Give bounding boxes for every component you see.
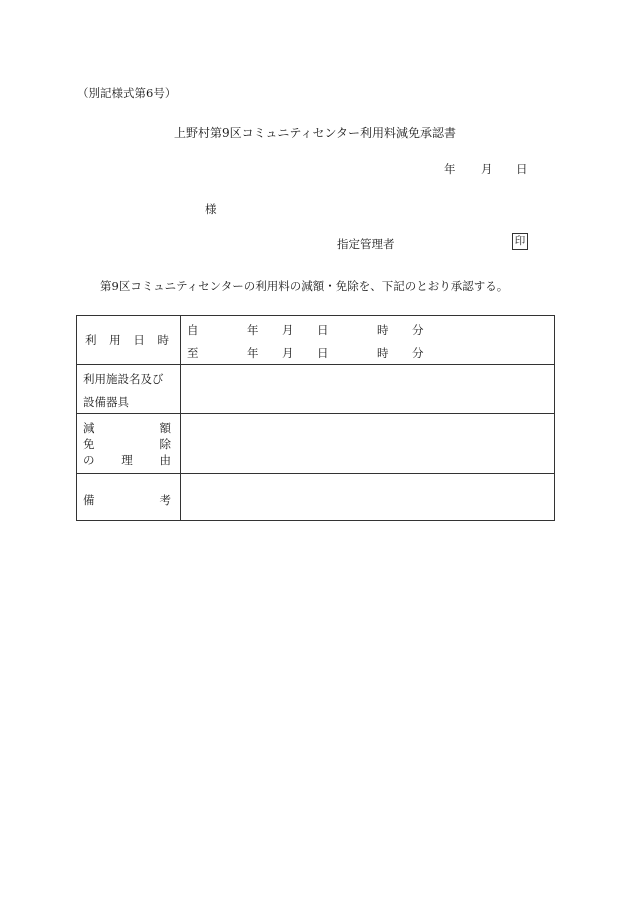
label-char: 備 <box>83 493 95 507</box>
label-char: 理 <box>121 453 133 467</box>
label-char: 考 <box>159 493 171 507</box>
label-char: 用 <box>109 333 121 347</box>
row-divider <box>77 413 554 414</box>
seal-mark: 印 <box>512 233 528 250</box>
facility-label-line1: 利用施設名及び <box>83 372 164 386</box>
reason-label-line2 <box>83 436 171 452</box>
date-month-label: 月 <box>481 162 493 176</box>
label-char: 減 <box>83 421 95 435</box>
to-minute: 分 <box>412 346 424 360</box>
label-char: 日 <box>133 333 145 347</box>
date-day-label: 日 <box>516 162 528 176</box>
form-number: （別記様式第6号） <box>77 86 177 100</box>
from-label: 自 <box>187 323 199 337</box>
intro-text: 第9区コミュニティセンターの利用料の減額・免除を、下記のとおり承認する。 <box>100 279 509 293</box>
approval-table <box>76 315 555 521</box>
label-char: 由 <box>159 453 171 467</box>
reason-label-line1 <box>83 420 171 436</box>
usage-datetime-label <box>85 332 169 348</box>
label-char: 免 <box>83 437 95 451</box>
from-minute: 分 <box>412 323 424 337</box>
document-title: 上野村第9区コミュニティセンター利用料減免承認書 <box>174 126 456 140</box>
facility-label-line2: 設備器具 <box>83 395 129 409</box>
label-char: 時 <box>157 333 169 347</box>
label-char: 利 <box>85 333 97 347</box>
row-divider <box>77 364 554 365</box>
to-day: 日 <box>317 346 329 360</box>
to-month: 月 <box>282 346 294 360</box>
from-day: 日 <box>317 323 329 337</box>
manager-label: 指定管理者 <box>337 237 395 251</box>
remarks-label <box>83 492 171 508</box>
to-year: 年 <box>247 346 259 360</box>
label-char: 額 <box>159 421 171 435</box>
to-hour: 時 <box>377 346 389 360</box>
from-month: 月 <box>282 323 294 337</box>
label-char: の <box>83 453 95 467</box>
to-label: 至 <box>187 346 199 360</box>
column-divider <box>180 316 181 520</box>
addressee-suffix: 様 <box>205 202 217 216</box>
from-hour: 時 <box>377 323 389 337</box>
from-year: 年 <box>247 323 259 337</box>
row-divider <box>77 473 554 474</box>
reason-label-line3 <box>83 452 171 468</box>
date-year-label: 年 <box>444 162 456 176</box>
label-char: 除 <box>159 437 171 451</box>
